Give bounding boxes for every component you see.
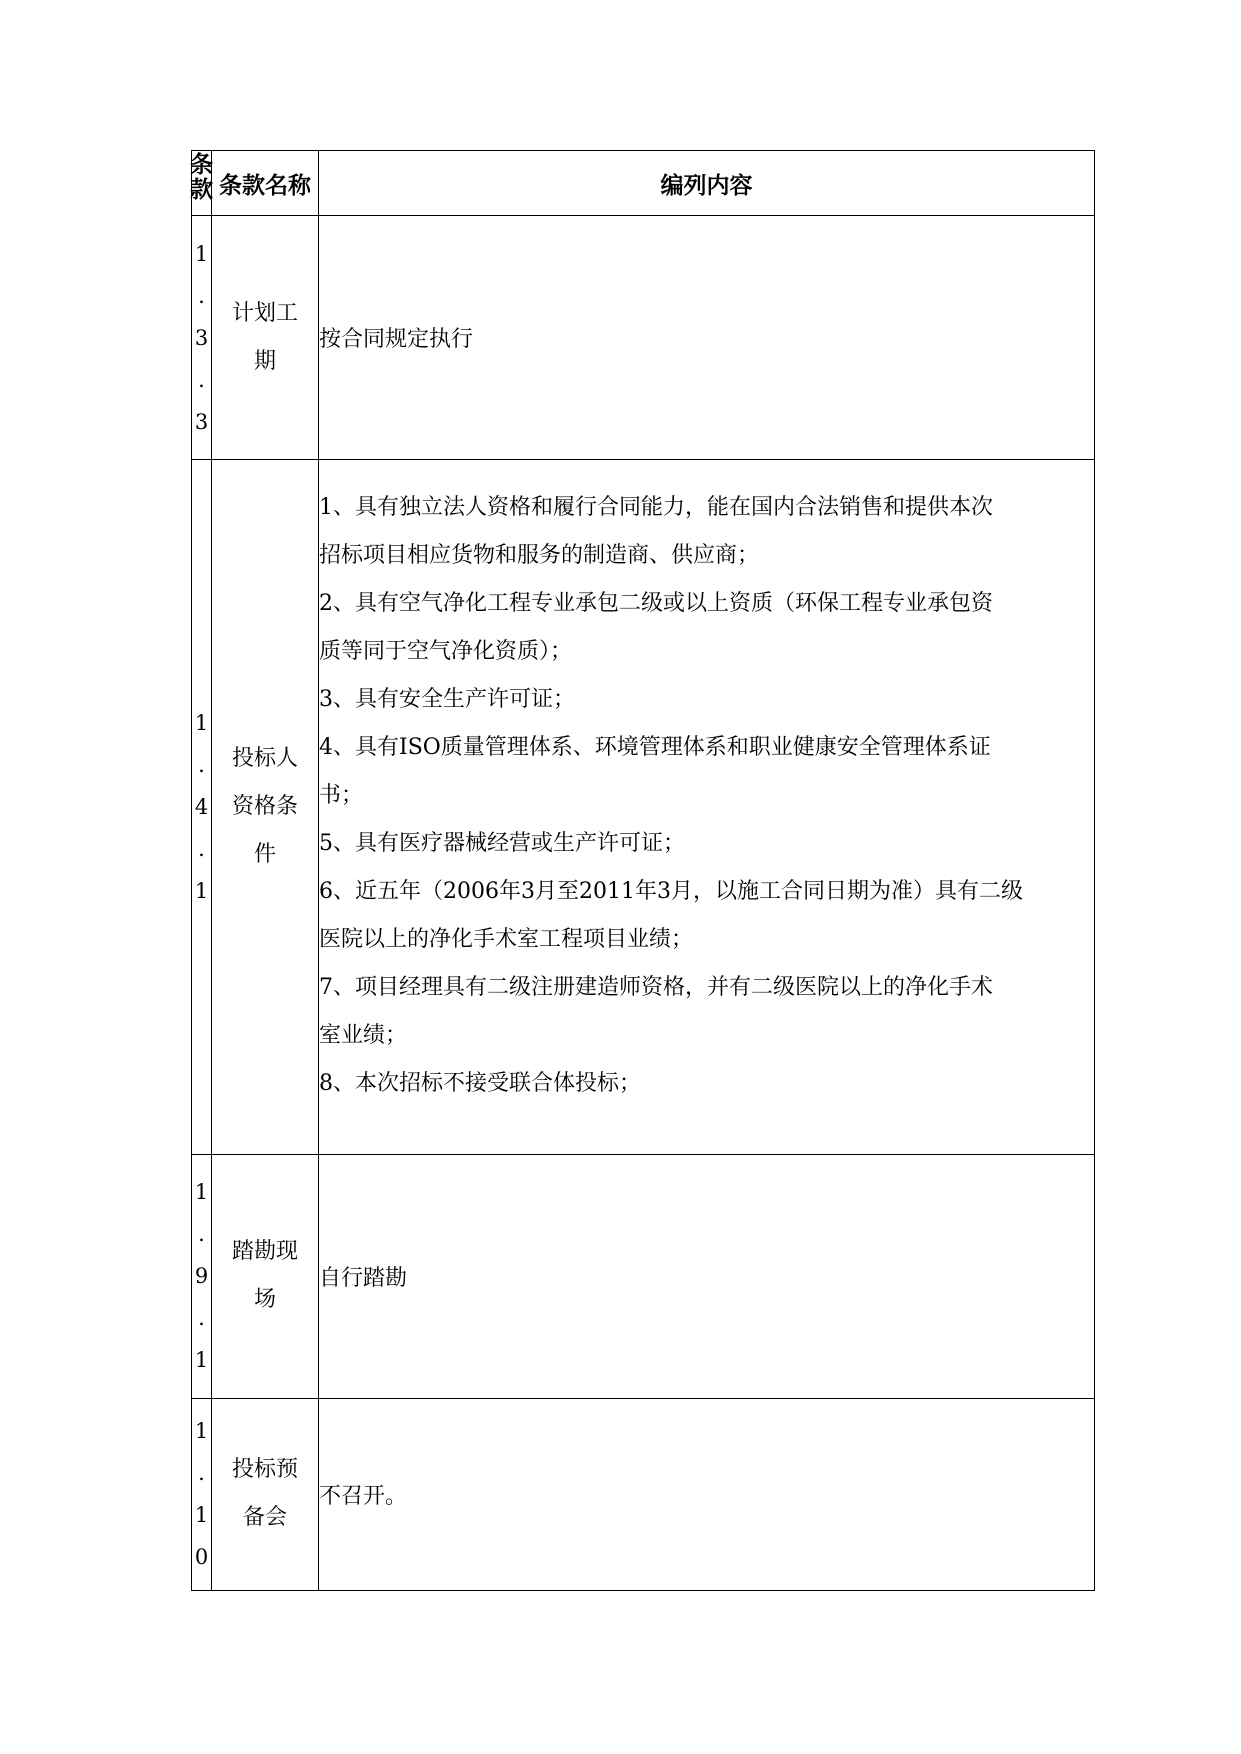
clause-number-char: . — [198, 1306, 205, 1331]
header-clause-no-char: 款 — [190, 176, 213, 204]
header-content: 编列内容 — [319, 151, 1095, 216]
list-item: 8、本次招标不接受联合体投标； — [319, 1070, 641, 1096]
clause-name-line: 场 — [253, 1287, 276, 1313]
clause-number-char: . — [198, 1222, 205, 1247]
table-row — [192, 1154, 1095, 1398]
clause-number-char: 1 — [194, 878, 209, 903]
header-clause-name: 条款名称 — [212, 151, 319, 216]
clause-name-line: 件 — [253, 841, 276, 867]
clause-name — [212, 460, 319, 1154]
clause-number-char: 0 — [194, 1545, 209, 1570]
list-item: 书； — [319, 782, 364, 808]
clause-name-line: 计划工 — [231, 300, 298, 326]
clause-name — [212, 216, 319, 460]
list-item: 医院以上的净化手术室工程项目业绩； — [319, 926, 694, 952]
clause-name-line: 资格条 — [231, 793, 298, 819]
clause-number-char: 1 — [194, 710, 209, 735]
list-item: 5、具有医疗器械经营或生产许可证； — [319, 830, 685, 856]
clause-number-char: 1 — [194, 1348, 209, 1373]
clause-number-char: . — [198, 283, 205, 308]
clause-number-char: 3 — [194, 325, 209, 350]
clause-number — [192, 216, 212, 460]
clause-number-char: 9 — [194, 1264, 209, 1289]
list-item: 4、具有ISO质量管理体系、环境管理体系和职业健康安全管理体系证 — [319, 734, 991, 760]
clause-name — [212, 1398, 319, 1590]
header-row — [192, 151, 1095, 216]
list-item: 2、具有空气净化工程专业承包二级或以上资质（环保工程专业承包资 — [319, 590, 993, 616]
table-row — [192, 216, 1095, 460]
table-row — [192, 1398, 1095, 1590]
header-clause-no-char: 条 — [190, 151, 213, 179]
header-clause-no — [192, 151, 212, 216]
clause-number-char: . — [198, 1461, 205, 1486]
clause-number-char: . — [198, 752, 205, 777]
clause-number-char: . — [198, 367, 205, 392]
clause-name-line: 备会 — [242, 1505, 287, 1531]
list-item: 7、项目经理具有二级注册建造师资格，并有二级医院以上的净化手术 — [319, 974, 993, 1000]
list-item: 室业绩； — [319, 1022, 408, 1048]
clause-name-line: 投标预 — [231, 1457, 298, 1483]
clause-name-line: 踏勘现 — [231, 1239, 298, 1265]
clause-content: 不召开。 — [319, 1398, 1095, 1590]
list-item: 6、近五年（2006年3月至2011年3月，以施工合同日期为准）具有二级 — [319, 878, 1023, 904]
clause-name-line: 期 — [253, 348, 276, 374]
clause-content: 自行踏勘 — [319, 1154, 1095, 1398]
list-item: 3、具有安全生产许可证； — [319, 686, 575, 712]
clause-content: 按合同规定执行 — [319, 216, 1095, 460]
clause-number-char: 1 — [194, 241, 209, 266]
clause-number-char: 1 — [194, 1503, 209, 1528]
clause-name-line: 投标人 — [231, 745, 298, 771]
clause-number-char: 4 — [194, 794, 209, 819]
clause-number — [192, 1398, 212, 1590]
clause-number-char: 1 — [194, 1180, 209, 1205]
qualification-list — [319, 472, 1094, 1142]
list-item: 招标项目相应货物和服务的制造商、供应商； — [319, 542, 760, 568]
clause-number — [192, 460, 212, 1154]
list-item: 1、具有独立法人资格和履行合同能力，能在国内合法销售和提供本次 — [319, 494, 993, 520]
clause-table — [191, 150, 1095, 1591]
clause-name — [212, 1154, 319, 1398]
clause-content — [319, 460, 1095, 1154]
clause-number-char: 3 — [194, 409, 209, 434]
list-item: 质等同于空气净化资质）； — [319, 638, 573, 664]
clause-number-char: 1 — [194, 1419, 209, 1444]
table-row — [192, 460, 1095, 1154]
clause-number — [192, 1154, 212, 1398]
clause-number-char: . — [198, 836, 205, 861]
